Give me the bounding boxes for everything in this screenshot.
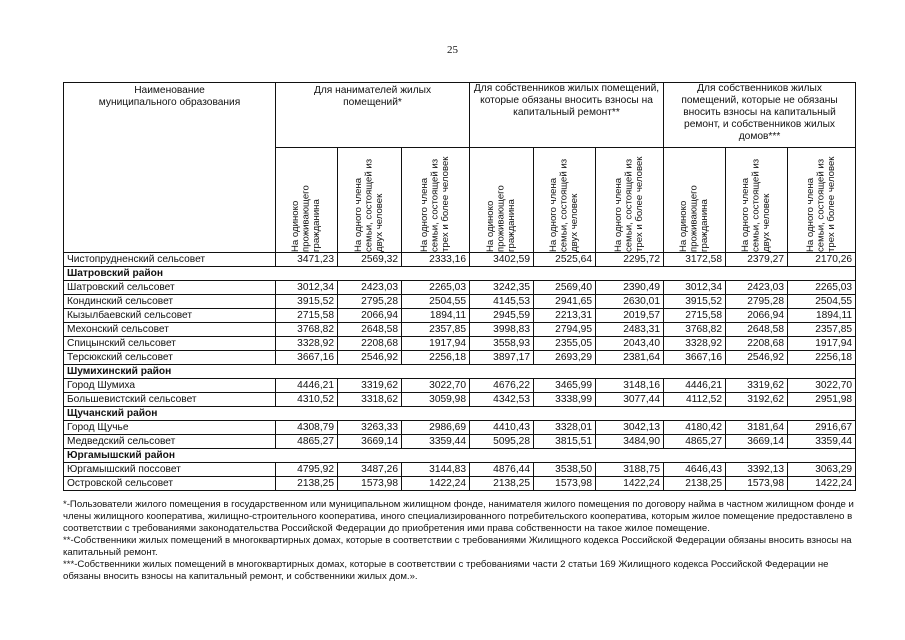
value-cell: 4646,43	[664, 463, 726, 477]
value-cell: 2546,92	[338, 351, 402, 365]
value-cell: 1422,24	[788, 477, 856, 491]
value-cell: 2941,65	[534, 295, 596, 309]
value-cell: 2256,18	[788, 351, 856, 365]
value-cell: 3192,62	[726, 393, 788, 407]
page-number: 25	[447, 44, 458, 56]
value-cell: 2715,58	[664, 309, 726, 323]
subheader-single: На одиноко проживающего гражданина	[470, 148, 534, 253]
municipality-name: Мехонский сельсовет	[64, 323, 276, 337]
value-cell: 2333,16	[402, 253, 470, 267]
subheader-two-person: На одного члена семьи, состоящей из двух человек	[726, 148, 788, 253]
table-body	[64, 253, 856, 491]
value-cell: 3042,13	[596, 421, 664, 435]
value-cell: 3897,17	[470, 351, 534, 365]
value-cell: 3148,16	[596, 379, 664, 393]
value-cell: 3172,58	[664, 253, 726, 267]
header-group-owners-obliged: Для собственников жилых помещений, которые обязаны вносить взносы на капитальный ремонт**	[470, 83, 664, 148]
value-cell: 4865,27	[276, 435, 338, 449]
value-cell: 2795,28	[338, 295, 402, 309]
value-cell: 3188,75	[596, 463, 664, 477]
value-cell: 2170,26	[788, 253, 856, 267]
value-cell: 2265,03	[788, 281, 856, 295]
value-cell: 1422,24	[596, 477, 664, 491]
value-cell: 2265,03	[402, 281, 470, 295]
district-row	[64, 365, 856, 379]
value-cell: 3319,62	[726, 379, 788, 393]
header-row-groups	[64, 83, 856, 148]
value-cell: 4308,79	[276, 421, 338, 435]
table-row	[64, 421, 856, 435]
value-cell: 2525,64	[534, 253, 596, 267]
value-cell: 4676,22	[470, 379, 534, 393]
municipality-name: Спицынский сельсовет	[64, 337, 276, 351]
value-cell: 3319,62	[338, 379, 402, 393]
municipality-name: Островской сельсовет	[64, 477, 276, 491]
value-cell: 2423,03	[338, 281, 402, 295]
value-cell: 3022,70	[402, 379, 470, 393]
district-name: Шумихинский район	[64, 365, 856, 379]
value-cell: 4795,92	[276, 463, 338, 477]
value-cell: 4342,53	[470, 393, 534, 407]
value-cell: 1573,98	[726, 477, 788, 491]
footnote-owners-not-obliged: ***-Собственники жилых помещений в многоквартирных домах, которые в соответствии с требованиями части 2 статьи 169 Жилищного кодекса Российской Федерации не обязаны вносить взносы на капитальный ремонт, и собственники жилых дом.».	[63, 559, 829, 582]
subheader-two-person: На одного члена семьи, состоящей из двух человек	[534, 148, 596, 253]
value-cell: 2066,94	[338, 309, 402, 323]
value-cell: 3338,99	[534, 393, 596, 407]
value-cell: 1894,11	[402, 309, 470, 323]
value-cell: 3471,23	[276, 253, 338, 267]
value-cell: 4410,43	[470, 421, 534, 435]
table-row	[64, 309, 856, 323]
value-cell: 3915,52	[276, 295, 338, 309]
footnotes	[63, 499, 855, 583]
value-cell: 2504,55	[402, 295, 470, 309]
value-cell: 3768,82	[664, 323, 726, 337]
district-name: Шатровский район	[64, 267, 856, 281]
value-cell: 3328,92	[276, 337, 338, 351]
value-cell: 3242,35	[470, 281, 534, 295]
value-cell: 4865,27	[664, 435, 726, 449]
value-cell: 4446,21	[276, 379, 338, 393]
value-cell: 1422,24	[402, 477, 470, 491]
value-cell: 2916,67	[788, 421, 856, 435]
value-cell: 2019,57	[596, 309, 664, 323]
municipality-name: Большевистский сельсовет	[64, 393, 276, 407]
value-cell: 2381,64	[596, 351, 664, 365]
value-cell: 2648,58	[726, 323, 788, 337]
header-group-tenants: Для нанимателей жилых помещений*	[276, 83, 470, 148]
value-cell: 2483,31	[596, 323, 664, 337]
value-cell: 3063,29	[788, 463, 856, 477]
value-cell: 1573,98	[338, 477, 402, 491]
value-cell: 3059,98	[402, 393, 470, 407]
district-name: Щучанский район	[64, 407, 856, 421]
value-cell: 2986,69	[402, 421, 470, 435]
subheader-three-plus: На одного члена семьи, состоящей из трех и более человек	[402, 148, 470, 253]
value-cell: 2066,94	[726, 309, 788, 323]
table-row	[64, 435, 856, 449]
value-cell: 3263,33	[338, 421, 402, 435]
municipality-name: Чистопрудненский сельсовет	[64, 253, 276, 267]
table-row	[64, 351, 856, 365]
value-cell: 2504,55	[788, 295, 856, 309]
value-cell: 3669,14	[338, 435, 402, 449]
header-municipality: Наименование муниципального образования	[64, 83, 276, 253]
value-cell: 3144,83	[402, 463, 470, 477]
table-row	[64, 295, 856, 309]
value-cell: 3465,99	[534, 379, 596, 393]
district-row	[64, 267, 856, 281]
value-cell: 2295,72	[596, 253, 664, 267]
value-cell: 3359,44	[402, 435, 470, 449]
value-cell: 3669,14	[726, 435, 788, 449]
value-cell: 3328,92	[664, 337, 726, 351]
table-row	[64, 323, 856, 337]
municipality-name: Город Щучье	[64, 421, 276, 435]
value-cell: 4145,53	[470, 295, 534, 309]
value-cell: 4310,52	[276, 393, 338, 407]
value-cell: 2357,85	[788, 323, 856, 337]
value-cell: 4180,42	[664, 421, 726, 435]
subheader-three-plus: На одного члена семьи, состоящей из трех и более человек	[596, 148, 664, 253]
value-cell: 2138,25	[276, 477, 338, 491]
value-cell: 2951,98	[788, 393, 856, 407]
value-cell: 3012,34	[664, 281, 726, 295]
value-cell: 4112,52	[664, 393, 726, 407]
value-cell: 2379,27	[726, 253, 788, 267]
value-cell: 2693,29	[534, 351, 596, 365]
table-row	[64, 393, 856, 407]
value-cell: 1573,98	[534, 477, 596, 491]
value-cell: 3815,51	[534, 435, 596, 449]
subheader-three-plus: На одного члена семьи, состоящей из трех и более человек	[788, 148, 856, 253]
value-cell: 3487,26	[338, 463, 402, 477]
value-cell: 3359,44	[788, 435, 856, 449]
value-cell: 3328,01	[534, 421, 596, 435]
value-cell: 2390,49	[596, 281, 664, 295]
value-cell: 3484,90	[596, 435, 664, 449]
value-cell: 2357,85	[402, 323, 470, 337]
value-cell: 3998,83	[470, 323, 534, 337]
value-cell: 2630,01	[596, 295, 664, 309]
value-cell: 2423,03	[726, 281, 788, 295]
value-cell: 2256,18	[402, 351, 470, 365]
municipality-name: Терсюкский сельсовет	[64, 351, 276, 365]
value-cell: 3402,59	[470, 253, 534, 267]
value-cell: 2715,58	[276, 309, 338, 323]
value-cell: 2208,68	[726, 337, 788, 351]
header-group-owners-not-obliged: Для собственников жилых помещений, которые не обязаны вносить взносы на капитальный ремонт, и собственников жилых домов***	[664, 83, 856, 148]
value-cell: 3915,52	[664, 295, 726, 309]
value-cell: 2945,59	[470, 309, 534, 323]
value-cell: 3077,44	[596, 393, 664, 407]
value-cell: 2213,31	[534, 309, 596, 323]
table-row	[64, 477, 856, 491]
value-cell: 3181,64	[726, 421, 788, 435]
value-cell: 3538,50	[534, 463, 596, 477]
value-cell: 2043,40	[596, 337, 664, 351]
value-cell: 2138,25	[664, 477, 726, 491]
value-cell: 2794,95	[534, 323, 596, 337]
value-cell: 1894,11	[788, 309, 856, 323]
subheader-single: На одиноко проживающего гражданина	[664, 148, 726, 253]
value-cell: 2795,28	[726, 295, 788, 309]
value-cell: 3667,16	[664, 351, 726, 365]
value-cell: 2546,92	[726, 351, 788, 365]
subsistence-table	[63, 82, 856, 491]
district-name: Юргамышский район	[64, 449, 856, 463]
value-cell: 2569,32	[338, 253, 402, 267]
value-cell: 3318,62	[338, 393, 402, 407]
footnote-owners-obliged: **-Собственники жилых помещений в многоквартирных домах, которые в соответствии с требованиями Жилищного кодекса Российской Федерации обязаны вносить взносы на капитальный ремонт.	[63, 535, 852, 558]
value-cell: 1917,94	[788, 337, 856, 351]
value-cell: 3768,82	[276, 323, 338, 337]
district-row	[64, 407, 856, 421]
value-cell: 3667,16	[276, 351, 338, 365]
municipality-name: Кызылбаевский сельсовет	[64, 309, 276, 323]
table-row	[64, 253, 856, 267]
value-cell: 1917,94	[402, 337, 470, 351]
value-cell: 2355,05	[534, 337, 596, 351]
footnote-tenants: *-Пользователи жилого помещения в государственном или муниципальном жилищном фонде, нанимателя жилого помещения по договору найма в частном жилищном фонде и члены жилищного кооператива, жилищно-строительного кооператива, иного специализированного потребительского кооператива, которым жилое помещение предоставлено в соответствии с требованиями законодательства Российской Федерации до приобретения ими права собственности на такое жилое помещение.	[63, 499, 854, 534]
value-cell: 3392,13	[726, 463, 788, 477]
value-cell: 4446,21	[664, 379, 726, 393]
subheader-single: На одиноко проживающего гражданина	[276, 148, 338, 253]
subheader-two-person: На одного члена семьи, состоящей из двух человек	[338, 148, 402, 253]
municipality-name: Медведский сельсовет	[64, 435, 276, 449]
value-cell: 3558,93	[470, 337, 534, 351]
municipality-name: Кондинский сельсовет	[64, 295, 276, 309]
value-cell: 4876,44	[470, 463, 534, 477]
table-row	[64, 379, 856, 393]
table-row	[64, 337, 856, 351]
value-cell: 3012,34	[276, 281, 338, 295]
table-row	[64, 463, 856, 477]
value-cell: 2648,58	[338, 323, 402, 337]
value-cell: 2138,25	[470, 477, 534, 491]
table-row	[64, 281, 856, 295]
value-cell: 2208,68	[338, 337, 402, 351]
municipality-name: Город Шумиха	[64, 379, 276, 393]
municipality-name: Юргамышский поссовет	[64, 463, 276, 477]
district-row	[64, 449, 856, 463]
value-cell: 3022,70	[788, 379, 856, 393]
municipality-name: Шатровский сельсовет	[64, 281, 276, 295]
value-cell: 5095,28	[470, 435, 534, 449]
value-cell: 2569,40	[534, 281, 596, 295]
